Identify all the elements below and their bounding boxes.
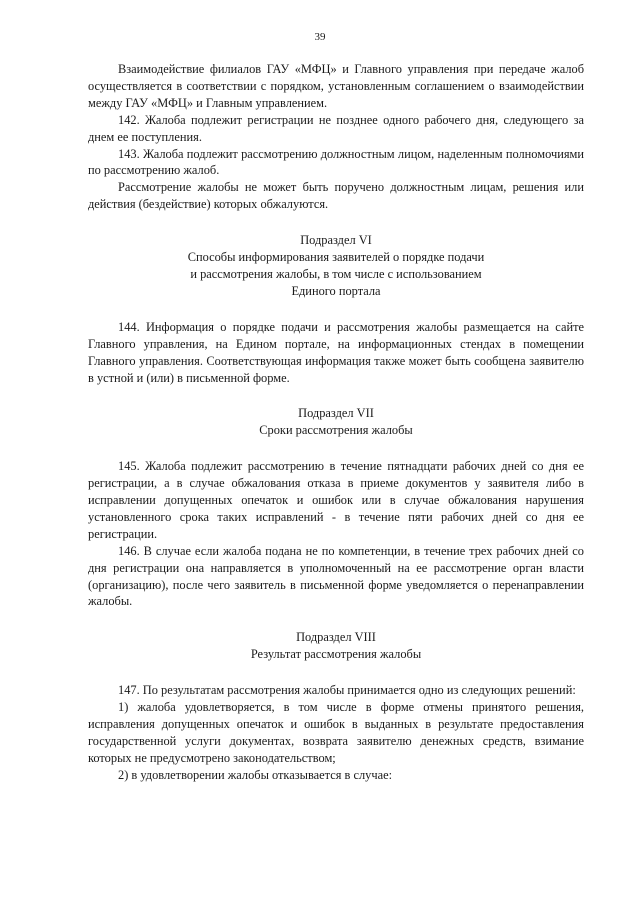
paragraph-142: 142. Жалоба подлежит регистрации не позднее одного рабочего дня, следующего за днем ее поступления.: [88, 112, 584, 144]
paragraph-144: 144. Информация о порядке подачи и рассмотрения жалобы размещается на сайте Главного управления, на Едином портале, на информационных стендах в помещении Главного управления. Соответствующая информация также может быть сообщена заявителю в устной и (или) в письменной форме.: [88, 319, 584, 385]
paragraph-143: 143. Жалоба подлежит рассмотрению должностным лицом, наделенным полномочиями по рассмотрению жалоб.: [88, 146, 584, 178]
section-8-heading: [88, 629, 584, 663]
section-7-subtitle-line-1: Сроки рассмотрения жалобы: [259, 423, 413, 438]
paragraph-147: 147. По результатам рассмотрения жалобы принимается одно из следующих решений:: [118, 683, 576, 698]
section-8-subtitle-line-1: Результат рассмотрения жалобы: [250, 647, 422, 662]
paragraph-147-item-2: 2) в удовлетворении жалобы отказывается в случае:: [118, 767, 393, 782]
section-8-title: Подраздел VIII: [296, 630, 376, 645]
page-number: 39: [314, 31, 326, 43]
section-7-heading: [88, 405, 584, 439]
section-7-title: Подраздел VII: [298, 406, 374, 421]
section-6-subtitle-line-2: и рассмотрения жалобы, в том числе с использованием: [190, 266, 482, 281]
paragraph-interaction: Взаимодействие филиалов ГАУ «МФЦ» и Главного управления при передаче жалоб осуществляется в соответствии с порядком, установленным соглашением о взаимодействии между ГАУ «МФЦ» и Главным управлением.: [88, 62, 584, 110]
paragraph-146: 146. В случае если жалоба подана не по компетенции, в течение трех рабочих дней со дня регистрации она направляется в уполномоченный на ее рассмотрение орган власти (организацию), после чего заявитель в письменной форме уведомляется о перенаправлении жалобы.: [88, 543, 584, 609]
section-6-title: Подраздел VI: [300, 233, 372, 248]
document-body: [88, 61, 584, 784]
section-6-heading: [88, 232, 584, 300]
paragraph-147-item-1: 1) жалоба удовлетворяется, в том числе в форме отмены принятого решения, исправления допущенных опечаток и ошибок в выданных в результате предоставления государственной услуги документах, возврата заявителю денежных средств, взимание которых не предусмотрено законодательством;: [88, 700, 584, 765]
paragraph-review-restriction: Рассмотрение жалобы не может быть поручено должностным лицам, решения или действия (бездействие) которых обжалуются.: [88, 180, 584, 212]
section-6-subtitle-line-3: Единого портала: [291, 283, 381, 298]
section-6-subtitle-line-1: Способы информирования заявителей о порядке подачи: [187, 250, 485, 265]
paragraph-145: 145. Жалоба подлежит рассмотрению в течение пятнадцати рабочих дней со дня ее регистрации, а в случае обжалования отказа в приеме документов у заявителя либо в исправлении допущенных опечаток и ошибок или в случае обжалования нарушения установленного срока таких исправлений - в течение пяти рабочих дней со дня ее регистрации.: [88, 459, 584, 541]
